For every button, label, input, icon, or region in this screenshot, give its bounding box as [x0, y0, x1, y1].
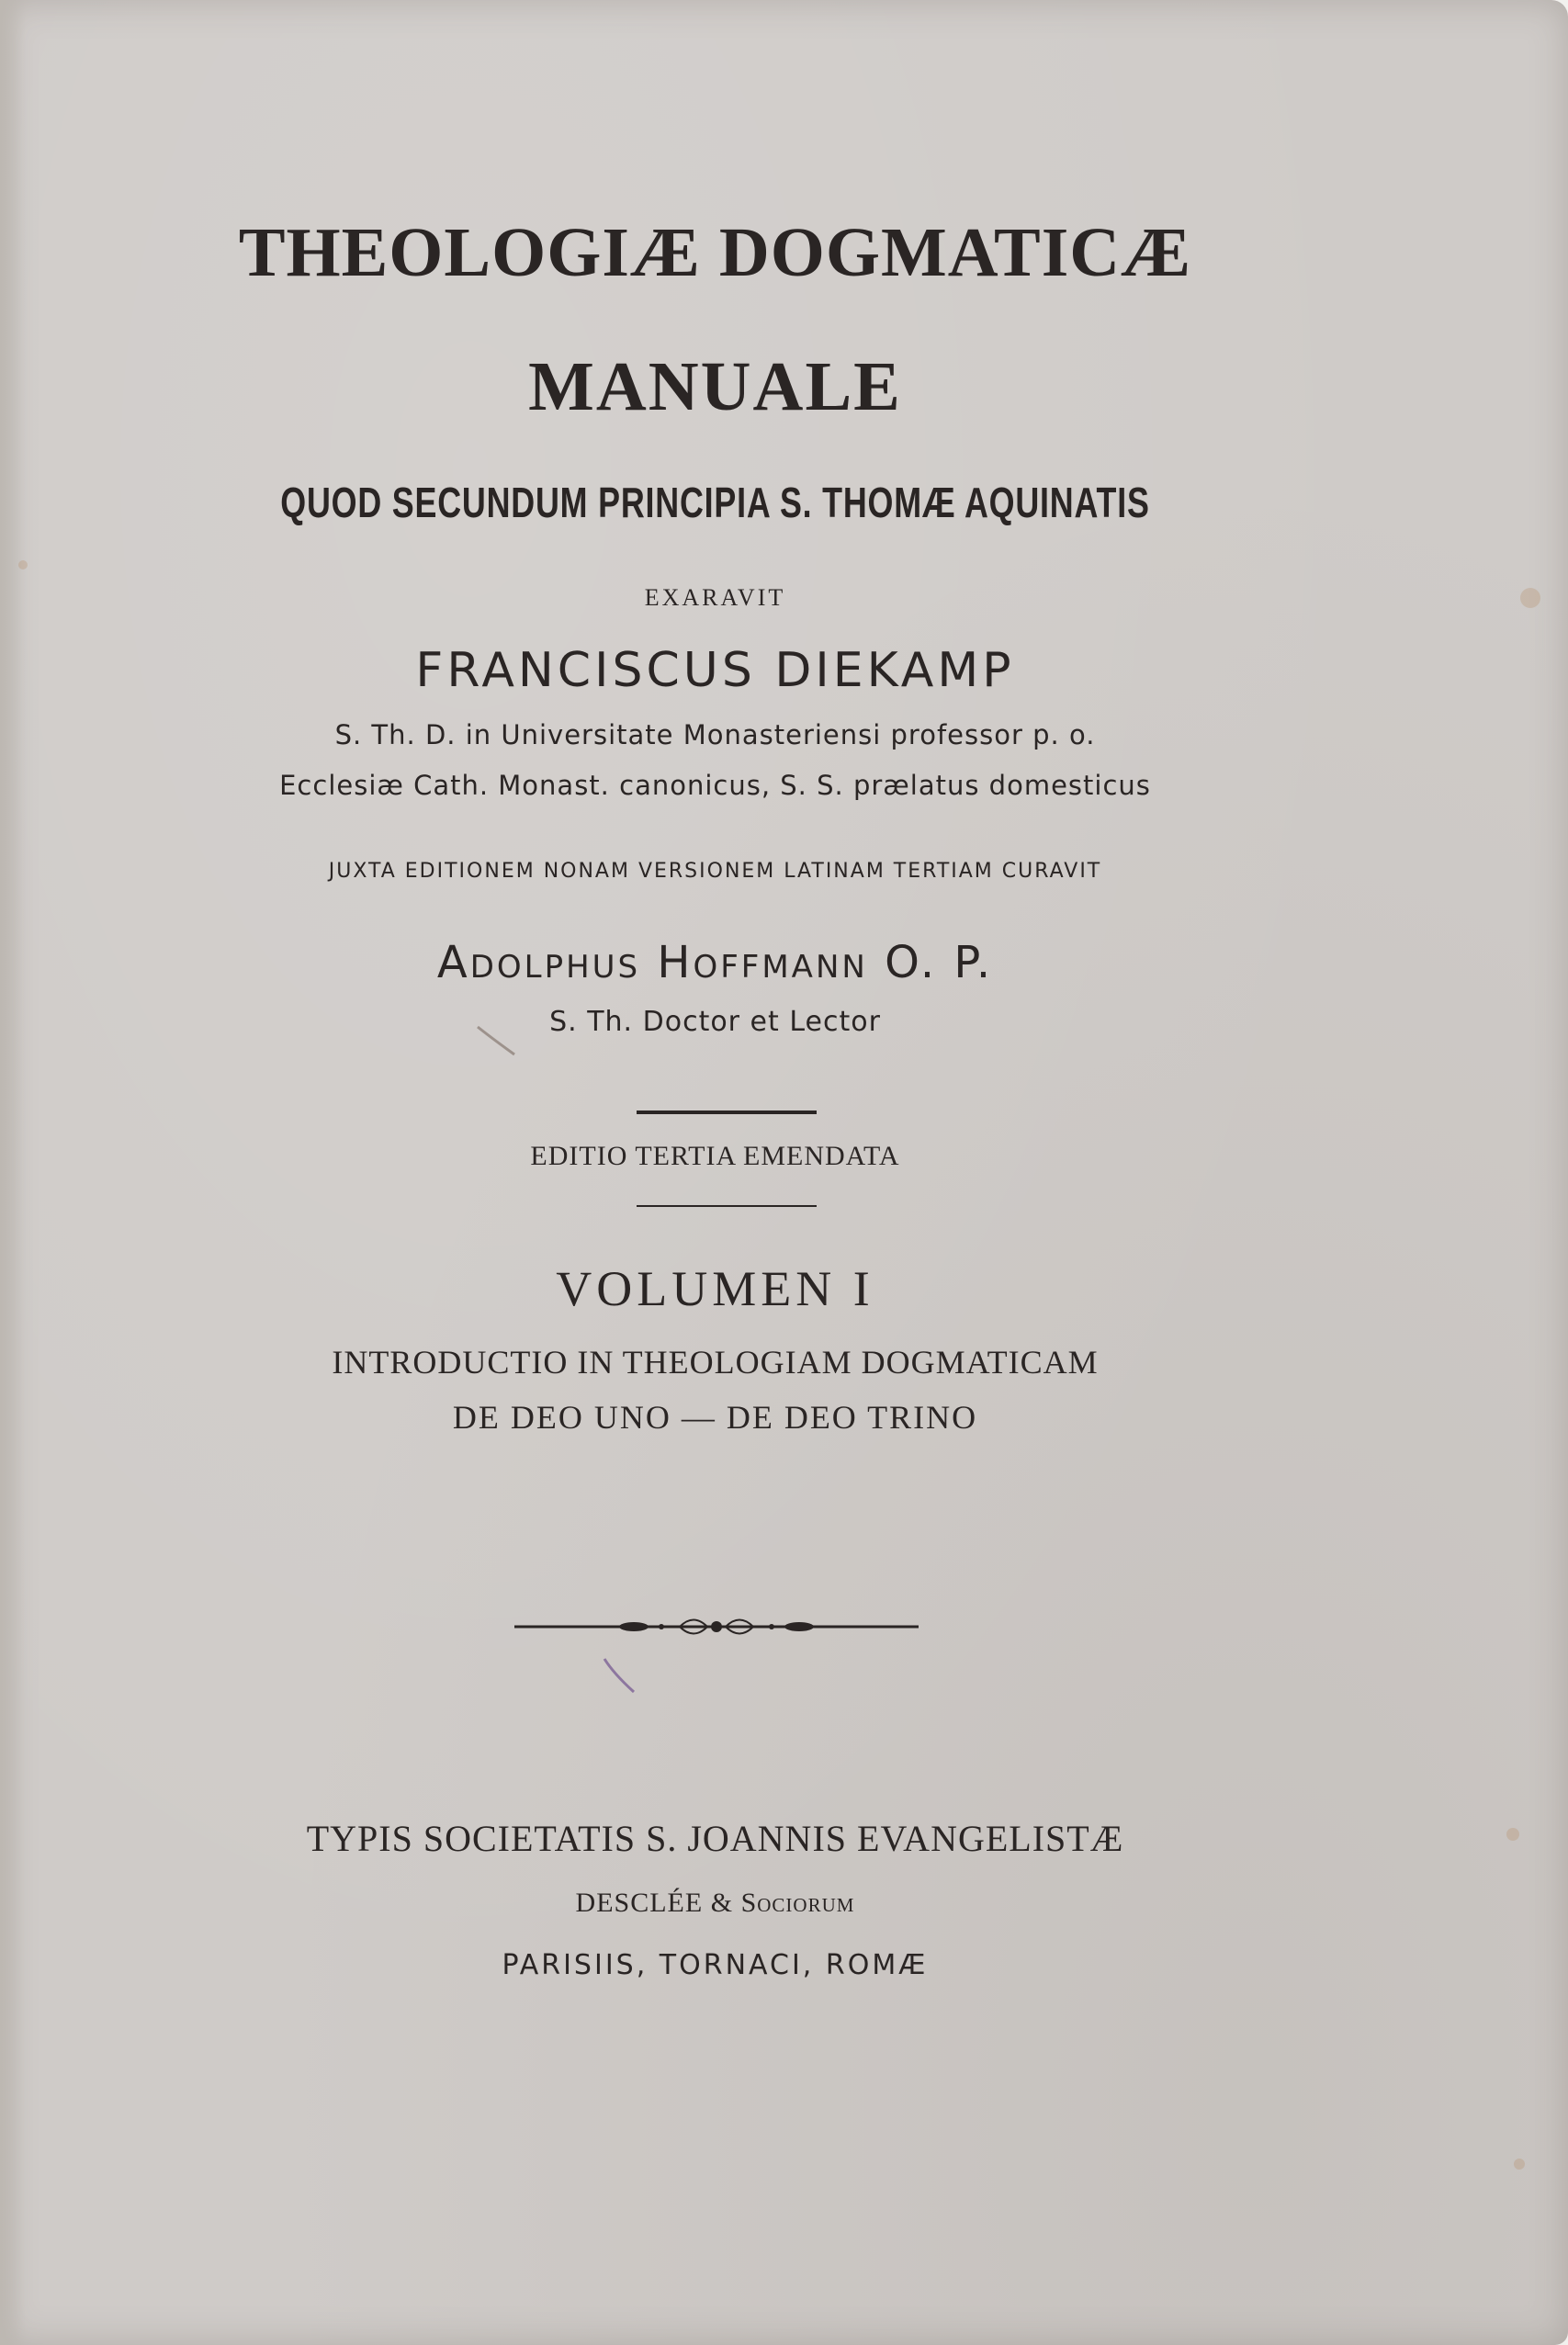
- exaravit-label: EXARAVIT: [644, 584, 786, 611]
- author-credential-2: Ecclesiæ Cath. Monast. canonicus, S. S. prælatus domesticus: [279, 770, 1151, 801]
- foxing-stain: [1506, 1828, 1519, 1841]
- publisher-name-line: [0, 1888, 1499, 1919]
- author-name: FRANCISCUS DIEKAMP: [415, 643, 1015, 698]
- divider-rule: [637, 1205, 817, 1207]
- translation-note: JUXTA EDITIONEM NONAM VERSIONEM LATINAM TERTIAM CURAVIT: [328, 860, 1102, 883]
- publisher-ampersand: &: [710, 1888, 734, 1918]
- volume-label: VOLUMEN I: [556, 1261, 874, 1316]
- editor-credential: S. Th. Doctor et Lector: [549, 1006, 881, 1038]
- ornamental-rule: [514, 1615, 919, 1639]
- editor-name: Adolphus Hoffmann O. P.: [436, 937, 994, 988]
- foxing-stain: [1514, 2159, 1525, 2170]
- publisher-name: DESCLÉE: [575, 1888, 704, 1918]
- publication-places: PARISIIS, TORNACI, ROMÆ: [502, 1949, 929, 1981]
- cover-subtitle: MANUALE: [528, 348, 902, 425]
- divider-rule: [637, 1110, 817, 1114]
- cover-quod-line: QUOD SECUNDUM PRINCIPIA S. THOMÆ AQUINATIS: [280, 479, 1150, 526]
- publisher-line: TYPIS SOCIETATIS S. JOANNIS EVANGELISTÆ: [306, 1818, 1124, 1859]
- ink-smudge: [473, 1020, 528, 1065]
- contents-line-2: DE DEO UNO — DE DEO TRINO: [452, 1399, 978, 1436]
- ink-smudge: [597, 1653, 652, 1708]
- cover-title: THEOLOGIÆ DOGMATICÆ: [238, 214, 1192, 291]
- publisher-sociorum: Sociorum: [740, 1888, 855, 1918]
- author-credential-1: S. Th. D. in Universitate Monasteriensi professor p. o.: [334, 719, 1096, 750]
- edition-label: EDITIO TERTIA EMENDATA: [530, 1141, 900, 1171]
- foxing-stain: [1520, 588, 1540, 608]
- contents-line-1: INTRODUCTIO IN THEOLOGIAM DOGMATICAM: [332, 1344, 1099, 1381]
- foxing-stain: [18, 560, 28, 569]
